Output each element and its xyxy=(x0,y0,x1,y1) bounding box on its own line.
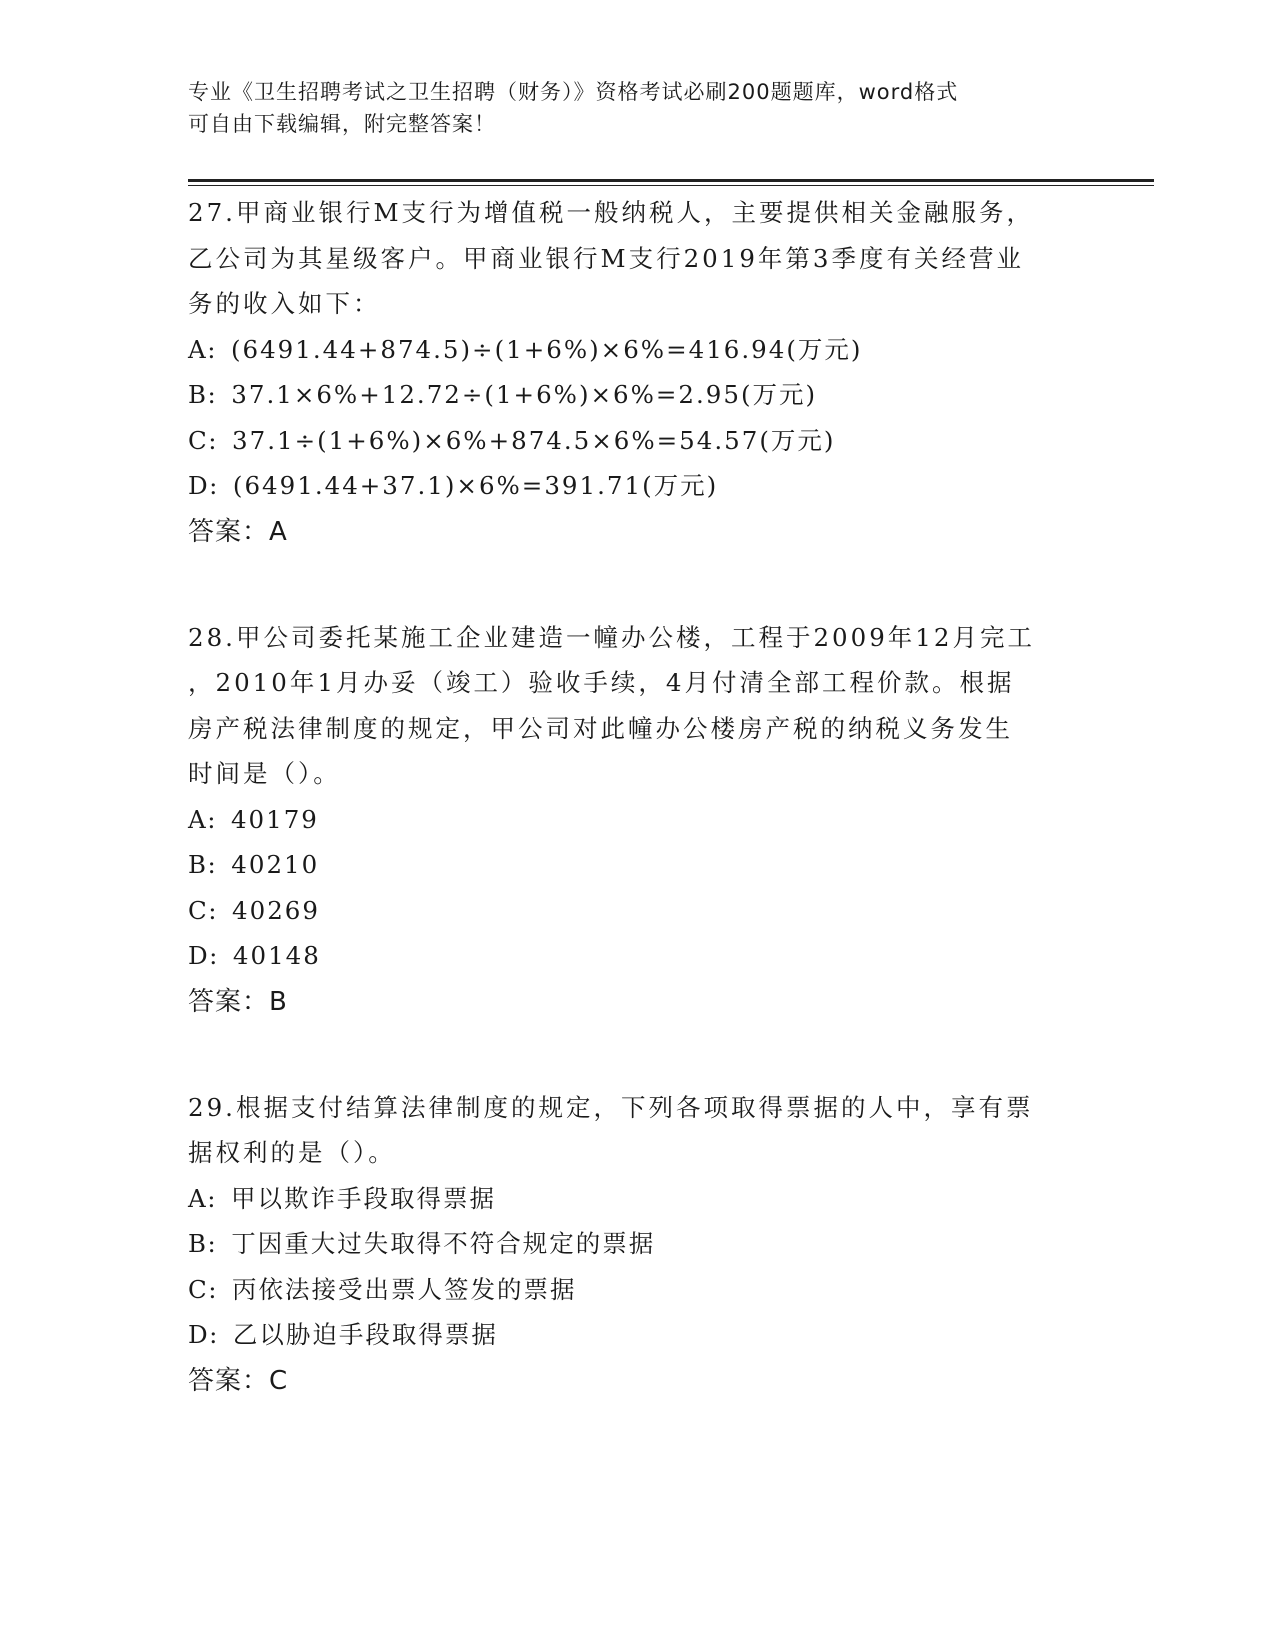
header-rule-thin xyxy=(188,185,1154,186)
question-spacer xyxy=(188,555,1088,615)
option-key: C: xyxy=(188,895,219,925)
option-key: B: xyxy=(188,380,218,409)
option-a xyxy=(188,797,1088,843)
option-text: 40269 xyxy=(232,895,320,925)
option-b xyxy=(188,842,1088,888)
option-b xyxy=(188,1221,1088,1267)
stem-line: ，2010年1月办妥（竣工）验收手续，4月付清全部工程价款。根据 xyxy=(188,668,1015,697)
stem-line: 务的收入如下： xyxy=(188,289,381,318)
document-header xyxy=(188,76,1088,140)
stem-line: 时间是（）。 xyxy=(188,759,341,788)
question-27 xyxy=(188,190,1088,555)
option-b xyxy=(188,372,1088,418)
question-list xyxy=(188,190,1088,1404)
question-28 xyxy=(188,615,1088,1025)
option-text: (6491.44+874.5)÷(1+6%)×6%=416.94(万元) xyxy=(230,334,863,364)
option-key: A: xyxy=(188,1183,217,1213)
question-stem xyxy=(188,615,1088,797)
option-text: 40148 xyxy=(232,941,321,970)
question-spacer xyxy=(188,1025,1088,1085)
option-key: B: xyxy=(188,850,218,879)
option-text: 丁因重大过失取得不符合规定的票据 xyxy=(231,1229,656,1258)
option-list xyxy=(188,797,1088,979)
option-a xyxy=(188,1176,1088,1222)
option-key: A: xyxy=(188,334,217,364)
option-key: B: xyxy=(188,1229,218,1258)
header-line-1: 专业《卫生招聘考试之卫生招聘（财务）》资格考试必刷200题题库，word格式 xyxy=(188,80,959,104)
option-key: D: xyxy=(188,471,219,500)
question-stem xyxy=(188,1085,1088,1176)
stem-line: 乙公司为其星级客户。甲商业银行M支行2019年第3季度有关经营业 xyxy=(188,243,1025,273)
option-list xyxy=(188,327,1088,509)
stem-line: 29.根据支付结算法律制度的规定，下列各项取得票据的人中，享有票 xyxy=(188,1092,1034,1122)
answer-line: 答案：C xyxy=(188,1365,289,1396)
option-key: A: xyxy=(188,804,217,834)
option-text: 40210 xyxy=(231,850,320,879)
option-c xyxy=(188,418,1088,464)
option-text: 40179 xyxy=(230,804,319,834)
option-text: 甲以欺诈手段取得票据 xyxy=(230,1183,496,1213)
option-c xyxy=(188,888,1088,934)
answer-line: 答案：B xyxy=(188,986,288,1017)
option-key: D: xyxy=(188,941,219,970)
option-key: C: xyxy=(188,1274,219,1304)
stem-line: 房产税法律制度的规定，甲公司对此幢办公楼房产税的纳税义务发生 xyxy=(188,713,1013,743)
option-d xyxy=(188,1312,1088,1358)
option-text: 丙依法接受出票人签发的票据 xyxy=(232,1274,577,1304)
option-text: (6491.44+37.1)×6%=391.71(万元) xyxy=(232,471,719,500)
option-text: 37.1÷(1+6%)×6%+874.5×6%=54.57(万元) xyxy=(232,425,836,455)
header-line-2: 可自由下载编辑，附完整答案！ xyxy=(188,112,496,136)
option-a xyxy=(188,327,1088,373)
answer-line: 答案：A xyxy=(188,516,288,547)
option-d xyxy=(188,463,1088,509)
header-rule-thick xyxy=(188,179,1154,182)
question-29 xyxy=(188,1085,1088,1404)
option-text: 乙以胁迫手段取得票据 xyxy=(232,1320,498,1349)
stem-line: 27.甲商业银行M支行为增值税一般纳税人，主要提供相关金融服务， xyxy=(188,198,1035,227)
option-c xyxy=(188,1267,1088,1313)
question-stem xyxy=(188,190,1088,327)
option-list xyxy=(188,1176,1088,1358)
option-d xyxy=(188,933,1088,979)
option-text: 37.1×6%+12.72÷(1+6%)×6%=2.95(万元) xyxy=(231,380,818,409)
option-key: C: xyxy=(188,425,219,455)
option-key: D: xyxy=(188,1320,219,1349)
stem-line: 28.甲公司委托某施工企业建造一幢办公楼，工程于2009年12月完工 xyxy=(188,622,1035,652)
stem-line: 据权利的是（）。 xyxy=(188,1138,396,1167)
